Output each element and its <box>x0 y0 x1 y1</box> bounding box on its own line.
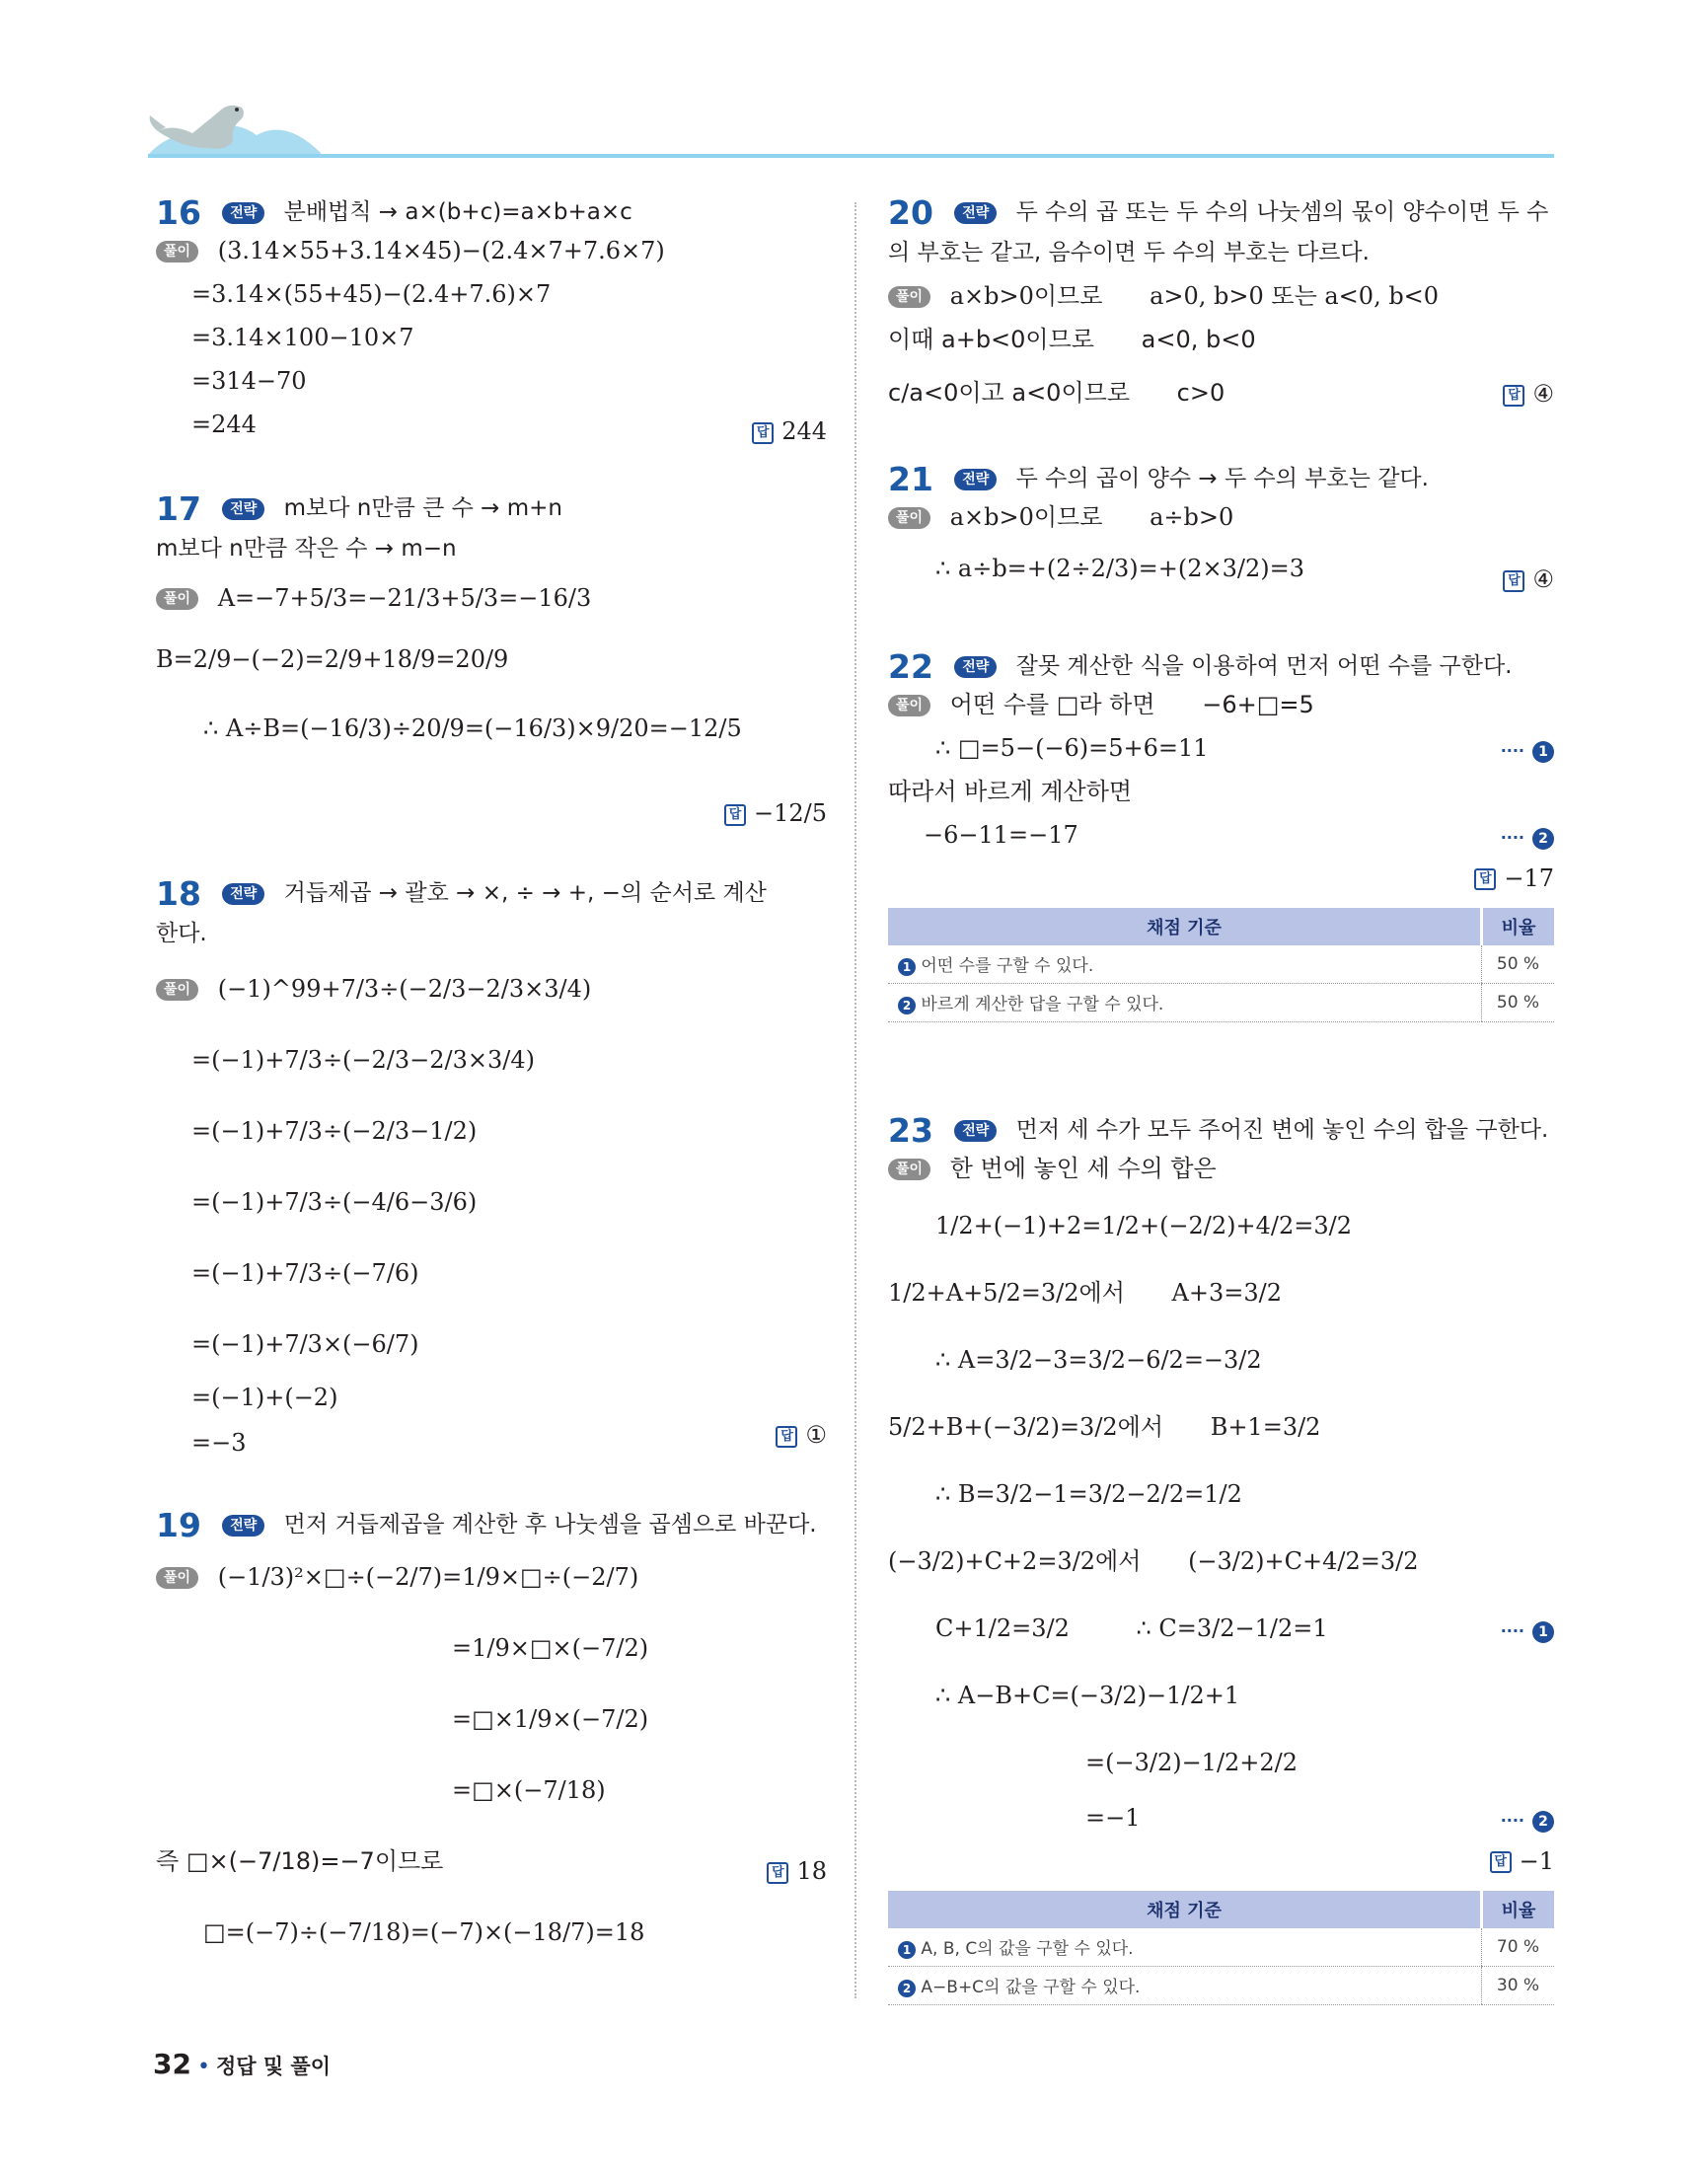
solution-line: a×b>0이므로 <box>949 502 1103 531</box>
step-marker: 2 <box>898 1980 916 1997</box>
answer <box>888 863 1554 894</box>
solution-line: =(−1)+7/3×(−6/7) <box>191 1329 419 1358</box>
solution-line: a<0, b<0 <box>1141 325 1256 353</box>
strategy-badge: 전략 <box>954 202 997 224</box>
problem-number: 18 <box>156 873 201 913</box>
solution-line: 즉 □×(−7/18)=−7이므로 <box>156 1846 444 1875</box>
solution-line: c/a<0이고 a<0이므로 <box>888 378 1131 407</box>
solution-line: C+1/2=3/2 <box>935 1613 1070 1642</box>
solution-line: =(−3/2)−1/2+2/2 <box>1085 1748 1299 1776</box>
strategy-text: 의 부호는 같고, 음수이면 두 수의 부호는 다르다. <box>888 239 1370 265</box>
seal-icon <box>148 94 326 158</box>
solution-line: c>0 <box>1176 378 1225 407</box>
solution-line: =□×(−7/18) <box>452 1775 606 1804</box>
solution-line: a÷b>0 <box>1150 502 1234 531</box>
strategy-badge: 전략 <box>954 1120 997 1142</box>
solution-line: =(−1)+7/3÷(−7/6) <box>191 1258 419 1287</box>
problem-number: 22 <box>888 646 933 686</box>
answer <box>776 1421 827 1449</box>
page-footer <box>153 2048 331 2080</box>
answer-badge: 답 <box>767 1862 788 1884</box>
solution-line: 이때 a+b<0이므로 <box>888 325 1094 353</box>
criteria-text: 어떤 수를 구할 수 있다. <box>921 956 1094 976</box>
solution-line: (−3/2)+C+2=3/2에서 <box>888 1546 1142 1575</box>
step-marker-2: 2 <box>1532 1811 1554 1833</box>
answer-badge: 답 <box>1474 868 1496 890</box>
step-marker-2: 2 <box>1532 828 1554 850</box>
solution-line: ∴ A−B+C=(−3/2)−1/2+1 <box>935 1681 1240 1709</box>
problem-number: 16 <box>156 192 201 232</box>
step-marker: 1 <box>898 958 916 976</box>
answer-value: ④ <box>1532 565 1554 593</box>
solution-line: ∴ □=5−(−6)=5+6=11 <box>935 733 1209 762</box>
solution-line: ∴ a÷b=+(2÷2/3)=+(2×3/2)=3 <box>935 554 1304 582</box>
solution-line: A=−7+5/3=−21/3+5/3=−16/3 <box>217 583 592 612</box>
solution-line: =(−1)+7/3÷(−4/6−3/6) <box>191 1187 478 1216</box>
solution-line: =(−1)+7/3÷(−2/3−2/3×3/4) <box>191 1045 535 1074</box>
answer-badge: 답 <box>724 804 746 826</box>
solution-line: ∴ A÷B=(−16/3)÷20/9=(−16/3)×9/20=−12/5 <box>203 713 742 742</box>
solution-badge: 풀이 <box>888 1159 930 1180</box>
ratio-value: 50 % <box>1482 945 1555 984</box>
solution-line: =(−1)+(−2) <box>191 1383 338 1411</box>
answer-value: −12/5 <box>753 799 827 827</box>
problem-16 <box>156 192 827 488</box>
solution-line: =3.14×(55+45)−(2.4+7.6)×7 <box>191 279 552 308</box>
solution-badge: 풀이 <box>156 979 198 1001</box>
step-marker: 1 <box>898 1941 916 1959</box>
solution-line: =(−1)+7/3÷(−2/3−1/2) <box>191 1116 478 1145</box>
column-divider <box>854 202 856 1998</box>
step-marker: 2 <box>898 997 916 1014</box>
answer-value: −1 <box>1519 1846 1554 1875</box>
strategy-text: 거듭제곱 → 괄호 → ×, ÷ → +, −의 순서로 계산 <box>283 880 767 906</box>
answer <box>767 1857 827 1885</box>
answer-badge: 답 <box>1503 385 1524 407</box>
answer-value: 244 <box>781 417 827 445</box>
solution-line: =314−70 <box>191 366 307 395</box>
solution-line: ∴ B=3/2−1=3/2−2/2=1/2 <box>935 1479 1242 1508</box>
solution-line: =1/9×□×(−7/2) <box>452 1633 649 1662</box>
solution-line: =□×1/9×(−7/2) <box>452 1704 649 1733</box>
solution-badge: 풀이 <box>156 1567 198 1589</box>
solution-line: =3.14×100−10×7 <box>191 323 414 351</box>
answer-value: 18 <box>796 1857 827 1885</box>
strategy-text: 두 수의 곱이 양수 → 두 수의 부호는 같다. <box>1015 466 1429 491</box>
step-marker-1: 1 <box>1532 1621 1554 1643</box>
solution-line: (−1)^99+7/3÷(−2/3−2/3×3/4) <box>217 974 592 1003</box>
solution-badge: 풀이 <box>156 588 198 610</box>
solution-line: ∴ C=3/2−1/2=1 <box>1136 1613 1328 1642</box>
solution-line: (3.14×55+3.14×45)−(2.4×7+7.6×7) <box>217 236 665 264</box>
solution-badge: 풀이 <box>888 695 930 716</box>
problem-20 <box>888 192 1554 459</box>
solution-line: (−1/3)²×□÷(−2/7)=1/9×□÷(−2/7) <box>217 1562 639 1591</box>
solution-line: B=2/9−(−2)=2/9+18/9=20/9 <box>156 644 509 673</box>
ratio-value: 70 % <box>1482 1928 1555 1967</box>
strategy-badge: 전략 <box>954 469 997 490</box>
solution-line: B+1=3/2 <box>1210 1412 1321 1441</box>
solution-line: =−3 <box>191 1428 247 1457</box>
problem-number: 20 <box>888 192 933 232</box>
solution-line: 5/2+B+(−3/2)=3/2에서 <box>888 1412 1164 1441</box>
solution-badge: 풀이 <box>156 241 198 263</box>
solution-line: a×b>0이므로 <box>949 281 1103 310</box>
strategy-badge: 전략 <box>954 656 997 678</box>
solution-line: a>0, b>0 또는 a<0, b<0 <box>1150 281 1440 310</box>
solution-line: 1/2+(−1)+2=1/2+(−2/2)+4/2=3/2 <box>935 1211 1352 1239</box>
solution-line: 한 번에 놓인 세 수의 합은 <box>949 1154 1217 1182</box>
solution-line: =244 <box>191 410 257 438</box>
strategy-text: 두 수의 곱 또는 두 수의 나눗셈의 몫이 양수이면 두 수 <box>1015 199 1549 225</box>
grading-header-criteria: 채점 기준 <box>888 1891 1482 1928</box>
solution-badge: 풀이 <box>888 507 930 529</box>
answer-badge: 답 <box>1490 1851 1512 1873</box>
step-marker-1: 1 <box>1532 741 1554 763</box>
solution-badge: 풀이 <box>888 286 930 308</box>
strategy-text: 잘못 계산한 식을 이용하여 먼저 어떤 수를 구한다. <box>1015 653 1513 679</box>
criteria-text: 바르게 계산한 답을 구할 수 있다. <box>921 995 1164 1014</box>
problem-23: 23 전략 먼저 세 수가 모두 주어진 변에 놓인 수의 합을 구한다. 풀이 한 번에 놓인 세 수의 합은 1/2+(−1)+2=1/2+(−2/2)+4/2=3/2 1/2+A+5/2=3/2에서 A+3=3/2 ∴ A=3/2−3=3/2−6/2=−3/2 5/2+B+(−3/2)=3/2에서 B+1=3/2 ∴ B=3/2−1=3/2−2/2=1/2 (−3/2)+C+2=3/2에서 (−3/2)+C+4/2=3/2 C+1/2=3/2 ∴ C=3/2−1/2=1 ···· 1 ∴ A−B+C=(−3/2)−1/2+1 =(−3/2)−1/2+2/2 =−1 ···· 2 답 −1 채점 기준 비율 1 A, B, C의 값을 구할 수 있다. 70 % 2 A−B+C의 값을 구할 수 있다. 30 % <box>888 1110 1554 1998</box>
grading-table <box>888 908 1554 1022</box>
table-row <box>888 1966 1554 2004</box>
solution-line: A+3=3/2 <box>1171 1278 1282 1307</box>
header-rule <box>148 154 1554 158</box>
solution-line: 따라서 바르게 계산하면 <box>888 777 1133 805</box>
problem-21 <box>888 459 1554 646</box>
strategy-text: 분배법칙 → a×(b+c)=a×b+a×c <box>283 199 632 225</box>
criteria-text: A−B+C의 값을 구할 수 있다. <box>921 1978 1141 1997</box>
answer <box>724 799 827 827</box>
solution-line: −6+□=5 <box>1202 690 1314 718</box>
strategy-badge: 전략 <box>222 883 264 905</box>
footer-dot: • <box>196 2055 210 2079</box>
answer-value: ① <box>805 1421 827 1449</box>
page-number: 32 <box>153 2048 191 2080</box>
solution-line: −6−11=−17 <box>924 820 1078 849</box>
ratio-value: 30 % <box>1482 1966 1555 2004</box>
grading-table <box>888 1891 1554 2005</box>
answer <box>1503 380 1554 408</box>
grading-header-ratio: 비율 <box>1482 1891 1555 1928</box>
problem-number: 23 <box>888 1110 933 1150</box>
problem-22: 22 전략 잘못 계산한 식을 이용하여 먼저 어떤 수를 구한다. 풀이 어떤 수를 □라 하면 −6+□=5 ∴ □=5−(−6)=5+6=11 ···· 1 따라서 바르게 계산하면 −6−11=−17 ···· 2 답 −17 채점 기준 비율 1 어떤 수를 구할 수 있다. 50 % 2 바르게 계산한 답을 구할 수 있다. 50 % <box>888 646 1554 1071</box>
answer-badge: 답 <box>1503 570 1524 592</box>
ratio-value: 50 % <box>1482 983 1555 1021</box>
solution-line: =−1 <box>1085 1803 1141 1832</box>
problem-number: 19 <box>156 1505 201 1544</box>
answer <box>752 417 827 445</box>
footer-label: 정답 및 풀이 <box>215 2055 332 2078</box>
answer-badge: 답 <box>776 1426 797 1448</box>
problem-19 <box>156 1505 827 1946</box>
strategy-badge: 전략 <box>222 498 264 520</box>
strategy-badge: 전략 <box>222 1515 264 1537</box>
strategy-text: 한다. <box>156 920 207 946</box>
strategy-badge: 전략 <box>222 202 264 224</box>
problem-number: 17 <box>156 488 201 528</box>
strategy-text: 먼저 거듭제곱을 계산한 후 나눗셈을 곱셈으로 바꾼다. <box>283 1512 817 1538</box>
grading-header-criteria: 채점 기준 <box>888 908 1482 945</box>
left-column <box>156 192 827 1946</box>
solution-line: □=(−7)÷(−7/18)=(−7)×(−18/7)=18 <box>203 1917 645 1946</box>
solution-line: (−3/2)+C+4/2=3/2 <box>1188 1546 1419 1575</box>
answer <box>888 1845 1554 1877</box>
answer-badge: 답 <box>752 422 774 444</box>
seal-illustration <box>148 94 326 162</box>
criteria-text: A, B, C의 값을 구할 수 있다. <box>921 1939 1134 1959</box>
answer-value: −17 <box>1504 863 1554 892</box>
strategy-text: m보다 n만큼 큰 수 → m+n <box>283 495 562 521</box>
grading-header-ratio: 비율 <box>1482 908 1555 945</box>
strategy-text: m보다 n만큼 작은 수 → m−n <box>156 535 457 562</box>
table-row <box>888 983 1554 1021</box>
answer <box>1503 565 1554 593</box>
solution-line: 1/2+A+5/2=3/2에서 <box>888 1278 1125 1307</box>
solution-line: 어떤 수를 □라 하면 <box>949 690 1155 718</box>
problem-18 <box>156 873 827 1505</box>
answer-value: ④ <box>1532 380 1554 408</box>
problem-17 <box>156 488 827 873</box>
table-row <box>888 1928 1554 1967</box>
problem-number: 21 <box>888 459 933 498</box>
solution-line: ∴ A=3/2−3=3/2−6/2=−3/2 <box>935 1345 1262 1374</box>
table-row <box>888 945 1554 984</box>
strategy-text: 먼저 세 수가 모두 주어진 변에 놓인 수의 합을 구한다. <box>1015 1117 1549 1143</box>
right-column <box>888 192 1554 1998</box>
